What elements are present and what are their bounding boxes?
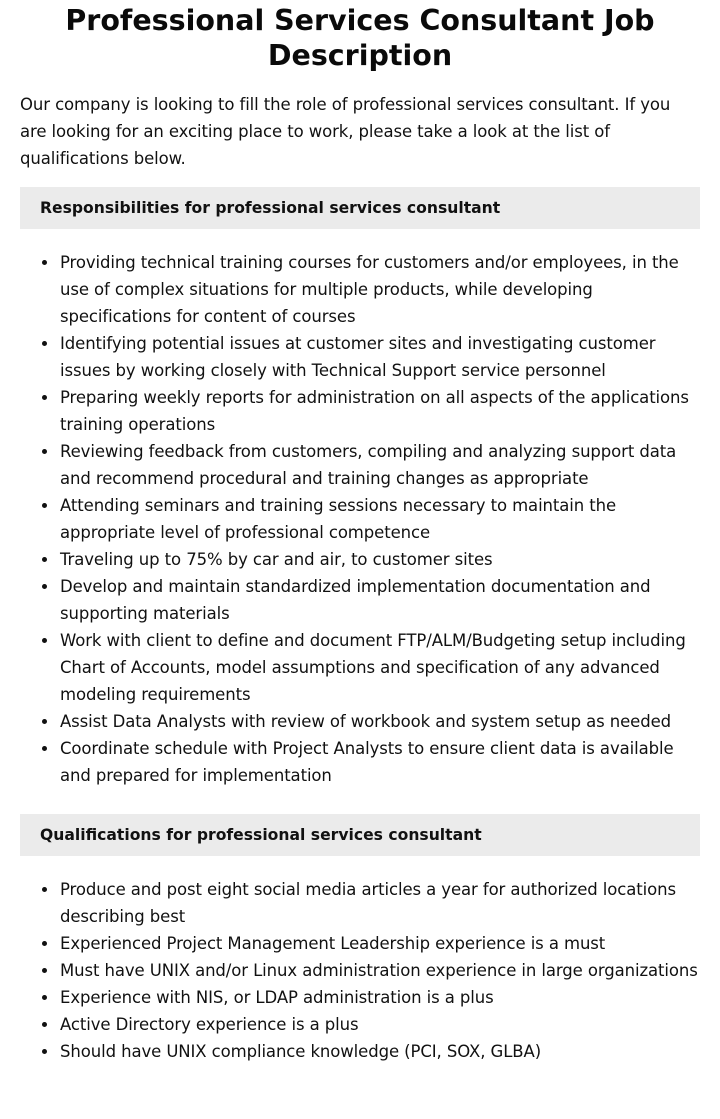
list-item (60, 957, 700, 984)
list-item (60, 735, 700, 789)
qualifications-list (20, 876, 700, 1065)
bullet-icon (42, 638, 47, 643)
list-item (60, 1011, 700, 1038)
bullet-icon (42, 341, 47, 346)
bullet-icon (42, 968, 47, 973)
list-item-text: Produce and post eight social media articles a year for authorized locations describing best (60, 880, 676, 926)
list-item (60, 384, 700, 438)
list-item-text: Experience with NIS, or LDAP administration is a plus (60, 988, 494, 1007)
list-item-text: Attending seminars and training sessions necessary to maintain the appropriate level of professional competence (60, 496, 617, 542)
list-item (60, 546, 700, 573)
bullet-icon (42, 557, 47, 562)
bullet-icon (42, 1022, 47, 1027)
bullet-icon (42, 395, 47, 400)
list-item-text: Coordinate schedule with Project Analysts to ensure client data is available and prepared for implementation (60, 739, 674, 785)
bullet-icon (42, 719, 47, 724)
bullet-icon (42, 449, 47, 454)
bullet-icon (42, 995, 47, 1000)
list-item (60, 330, 700, 384)
list-item (60, 930, 700, 957)
list-item (60, 708, 700, 735)
list-item (60, 1038, 700, 1065)
list-item (60, 573, 700, 627)
list-item-text: Work with client to define and document FTP/ALM/Budgeting setup including Chart of Accounts, model assumptions and specification of any advanced modeling requirements (60, 631, 686, 704)
bullet-icon (42, 584, 47, 589)
list-item-text: Should have UNIX compliance knowledge (PCI, SOX, GLBA) (60, 1042, 542, 1061)
list-item (60, 876, 700, 930)
responsibilities-heading-label: Responsibilities for professional services consultant (40, 199, 501, 217)
list-item-text: Reviewing feedback from customers, compiling and analyzing support data and recommend procedural and training changes as appropriate (60, 442, 677, 488)
list-item-text: Must have UNIX and/or Linux administration experience in large organizations (60, 961, 698, 980)
bullet-icon (42, 941, 47, 946)
list-item-text: Identifying potential issues at customer sites and investigating customer issues by working closely with Technical Support service personnel (60, 334, 656, 380)
responsibilities-list (20, 249, 700, 789)
bullet-icon (42, 887, 47, 892)
qualifications-heading (20, 814, 700, 856)
list-item (60, 438, 700, 492)
list-item-text: Preparing weekly reports for administration on all aspects of the applications training operations (60, 388, 689, 434)
list-item-text: Assist Data Analysts with review of workbook and system setup as needed (60, 712, 672, 731)
qualifications-heading-label: Qualifications for professional services consultant (40, 826, 482, 844)
intro-paragraph: Our company is looking to fill the role of professional services consultant. If you are looking for an exciting place to work, please take a look at the list of qualifications below. (20, 95, 671, 168)
list-item-text: Providing technical training courses for customers and/or employees, in the use of complex situations for multiple products, while developing specifications for content of courses (60, 253, 679, 326)
responsibilities-heading (20, 187, 700, 229)
list-item-text: Active Directory experience is a plus (60, 1015, 359, 1034)
list-item (60, 249, 700, 330)
bullet-icon (42, 746, 47, 751)
page-title: Professional Services Consultant Job Description (65, 4, 655, 72)
list-item (60, 492, 700, 546)
bullet-icon (42, 1049, 47, 1054)
list-item-text: Develop and maintain standardized implementation documentation and supporting materials (60, 577, 651, 623)
list-item-text: Experienced Project Management Leadership experience is a must (60, 934, 606, 953)
list-item-text: Traveling up to 75% by car and air, to customer sites (60, 550, 493, 569)
bullet-icon (42, 503, 47, 508)
list-item (60, 627, 700, 708)
list-item (60, 984, 700, 1011)
bullet-icon (42, 260, 47, 265)
